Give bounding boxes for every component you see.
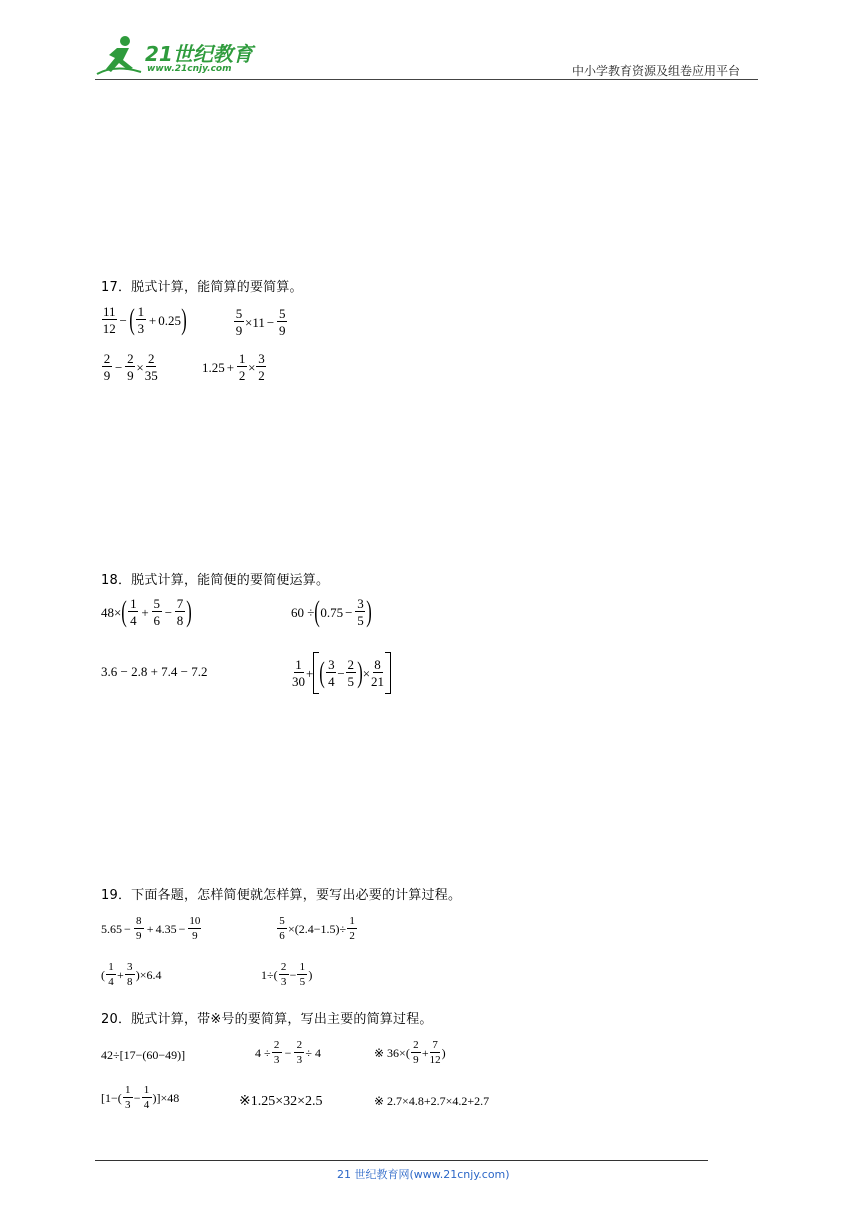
q18-expr-1: 48× ( 1 4 + $\frac{5}{6}$ − $\frac{7}{8}$ ) [101, 595, 192, 628]
q18-expr-3: 3.6 − 2.8 + 7.4 − 7.2 [101, 664, 208, 679]
logo [95, 34, 265, 78]
footer-rule [95, 1160, 708, 1161]
question-17-prompt: 17．脱式计算，能简算的要简算。 [101, 280, 303, 295]
q20-expr-3: ※ 36×( 2 9 + $\frac{7}{12}$ ) [374, 1039, 446, 1066]
q17-expr-1: 11 12 − ( 1 3 + 0.25 ) [102, 303, 187, 336]
q17-expr-2: $\frac{5}{9}$ × 11 − $\frac{5}{9}$ [235, 306, 286, 338]
question-18-prompt: 18．脱式计算，能简便的要简便运算。 [101, 573, 330, 588]
q20-expr-5: ※1.25×32×2.5 [239, 1094, 323, 1109]
question-20-prompt: 20．脱式计算，带※号的要简算，写出主要的简算过程。 [101, 1012, 433, 1027]
logo-url: www.21cnjy.com [147, 64, 232, 74]
q20-expr-6: ※ 2.7×4.8+2.7×4.2+2.7 [374, 1094, 490, 1108]
q19-expr-4: 1÷( 2 3 − $\frac{1}{5}$ ) [261, 961, 313, 988]
q18-expr-4: 1 30 + ( 3 4 − $\frac{2}{5}$ ) × $\frac{8}{21}$ [291, 652, 391, 694]
q19-expr-2: $\frac{5}{6}$ ×(2.4−1.5)÷ $\frac{1}{2}$ [276, 916, 358, 942]
header-rule [95, 79, 758, 80]
q17-expr-4: 1.25 + $\frac{1}{2}$ × $\frac{3}{2}$ [202, 351, 265, 383]
runner-logo-icon [95, 34, 147, 78]
q19-expr-1: 5.65 − $\frac{8}{9}$ + 4.35 − $\frac{10}{9}$ [101, 915, 201, 942]
q18-expr-2: 60 ÷ ( 0.75 − $\frac{3}{5}$ ) [291, 595, 373, 628]
q17-expr-3: 2 9 − $\frac{2}{9}$ × $\frac{2}{35}$ [103, 351, 158, 383]
q20-expr-2: 4 ÷ $\frac{2}{3}$ − $\frac{2}{3}$ ÷ 4 [255, 1039, 321, 1066]
q20-expr-4: [1−( 1 3 − $\frac{1}{4}$ )]×48 [101, 1084, 180, 1111]
question-19-prompt: 19．下面各题，怎样简便就怎样算，要写出必要的计算过程。 [101, 888, 462, 903]
footer-text: 21 世纪教育网(www.21cnjy.com) [337, 1168, 510, 1181]
q19-expr-3: ( 1 4 + $\frac{3}{8}$ )×6.4 [101, 961, 162, 988]
header-right-text: 中小学教育资源及组卷应用平台 [572, 64, 741, 78]
logo-title: 21世纪教育 [145, 42, 253, 66]
q20-expr-1: 42÷[17−(60−49)] [101, 1048, 186, 1062]
